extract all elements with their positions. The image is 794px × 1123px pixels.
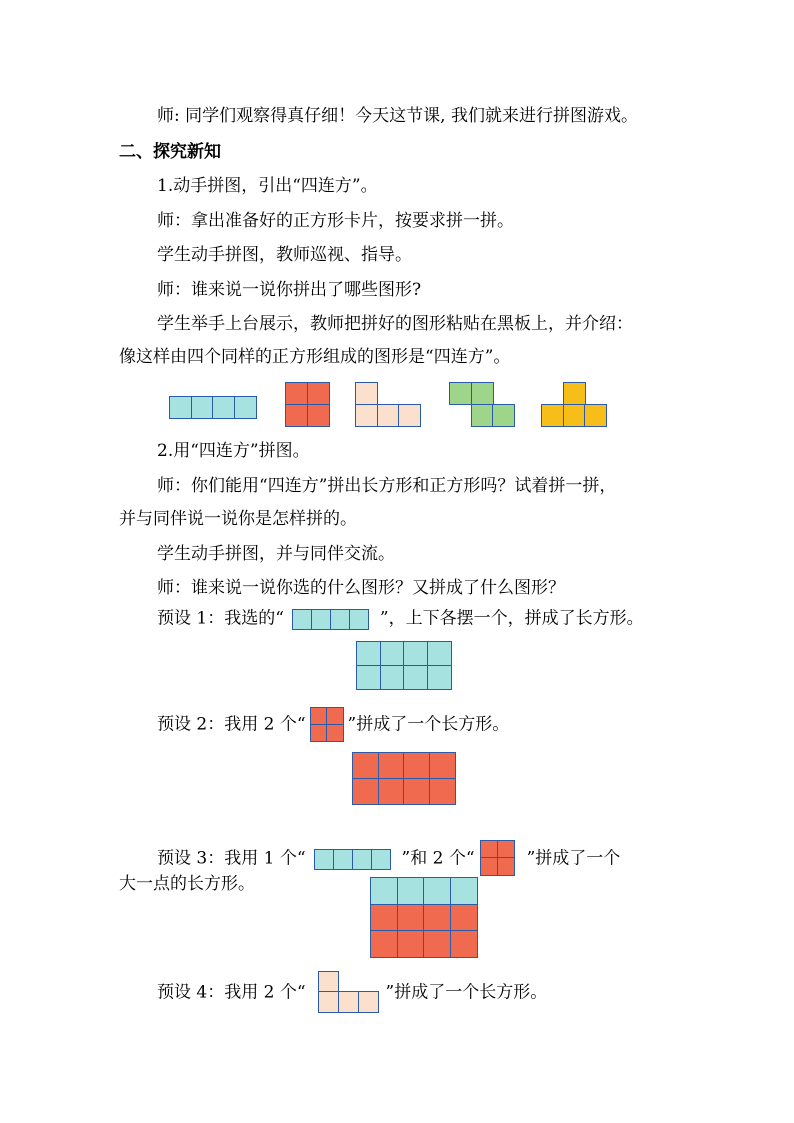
grid-cell xyxy=(423,877,451,905)
paragraph-display-2: 像这样由四个同样的正方形组成的图形是“四连方”。 xyxy=(119,347,511,367)
case-2-line xyxy=(157,708,509,742)
case-3-text-mid: ”和 2 个“ xyxy=(401,848,475,869)
grid-cell xyxy=(356,641,381,666)
grid-cell xyxy=(234,396,257,419)
grid-cell xyxy=(330,609,351,630)
grid-cell xyxy=(311,609,332,630)
grid-cell xyxy=(584,404,607,427)
paragraph-teacher-4: 师：谁来说一说你选的什么图形？又拼成了什么图形？ xyxy=(157,578,565,598)
case-3-text-before: 预设 3：我用 1 个“ xyxy=(157,848,306,869)
grid-cell xyxy=(310,724,328,742)
paragraph-display-1: 学生举手上台展示，教师把拼好的图形粘贴在黑板上，并介绍： xyxy=(157,314,633,334)
grid-cell xyxy=(358,991,380,1013)
grid-cell xyxy=(427,665,452,690)
grid-cell xyxy=(285,382,308,405)
tetromino-o-red xyxy=(285,382,330,427)
grid-cell xyxy=(352,752,379,779)
case-1-line xyxy=(157,608,644,630)
grid-cell xyxy=(349,609,370,630)
case-3-line xyxy=(157,841,620,877)
grid-cell xyxy=(397,930,425,958)
grid-cell xyxy=(378,778,405,805)
tetromino-s-green xyxy=(449,382,515,427)
paragraph-teacher-2: 师：谁来说一说你拼出了哪些图形? xyxy=(157,280,422,300)
grid-cell xyxy=(377,404,400,427)
tetromino-l-peach xyxy=(355,382,421,427)
grid-cell xyxy=(450,904,478,932)
grid-cell xyxy=(380,641,405,666)
grid-cell xyxy=(318,991,340,1013)
grid-cell xyxy=(450,877,478,905)
grid-cell xyxy=(480,840,499,859)
grid-cell xyxy=(471,404,494,427)
paragraph-student-1: 学生动手拼图，教师巡视、指导。 xyxy=(157,245,412,265)
grid-cell xyxy=(338,991,360,1013)
grid-cell xyxy=(370,877,398,905)
case-2-text-before: 预设 2：我用 2 个“ xyxy=(157,714,306,735)
grid-cell xyxy=(541,404,564,427)
grid-cell xyxy=(378,752,405,779)
grid-cell xyxy=(169,396,192,419)
grid-cell xyxy=(449,382,472,405)
grid-cell xyxy=(326,707,344,725)
grid-cell xyxy=(326,724,344,742)
section-heading: 二、探究新知 xyxy=(119,142,221,162)
grid-cell xyxy=(397,904,425,932)
case-4-line xyxy=(157,972,547,1014)
case-3-inline-i-piece xyxy=(314,849,392,870)
paragraph-step-1: 1.动手拼图，引出“四连方”。 xyxy=(157,176,378,196)
grid-cell xyxy=(429,752,456,779)
grid-cell xyxy=(497,857,516,876)
paragraph-teacher-1: 师：拿出准备好的正方形卡片，按要求拼一拼。 xyxy=(157,211,514,231)
case-3-result-bottom-rows xyxy=(370,904,478,959)
grid-cell xyxy=(370,930,398,958)
grid-cell xyxy=(380,665,405,690)
grid-cell xyxy=(355,404,378,427)
grid-cell xyxy=(423,904,451,932)
grid-cell xyxy=(191,396,214,419)
grid-cell xyxy=(403,778,430,805)
grid-cell xyxy=(423,930,451,958)
grid-cell xyxy=(307,382,330,405)
case-4-text-after: ”拼成了一个长方形。 xyxy=(385,982,548,1003)
grid-cell xyxy=(403,665,428,690)
case-4-text-before: 预设 4：我用 2 个“ xyxy=(157,982,306,1003)
paragraph-step-2: 2.用“四连方”拼图。 xyxy=(157,441,310,461)
case-1-text-after: ”，上下各摆一个，拼成了长方形。 xyxy=(379,608,644,629)
paragraph-teacher-3a: 师：你们能用“四连方”拼出长方形和正方形吗？试着拼一拼， xyxy=(157,476,617,496)
grid-cell xyxy=(355,382,378,405)
tetromino-i-cyan xyxy=(169,396,257,419)
grid-cell xyxy=(403,752,430,779)
case-3-text-after: ”拼成了一个 xyxy=(526,848,621,869)
paragraph-intro: 师: 同学们观察得真仔细！今天这节课, 我们就来进行拼图游戏。 xyxy=(157,106,638,126)
case-2-inline-o-piece xyxy=(310,707,345,742)
tetromino-t-yellow xyxy=(541,382,607,427)
grid-cell xyxy=(450,930,478,958)
case-3-inline-o-piece xyxy=(480,840,516,876)
paragraph-teacher-3b: 并与同伴说一说你是怎样拼的。 xyxy=(119,509,357,529)
grid-cell xyxy=(307,404,330,427)
grid-cell xyxy=(492,404,515,427)
grid-cell xyxy=(285,404,308,427)
case-2-text-after: ”拼成了一个长方形。 xyxy=(347,714,510,735)
grid-cell xyxy=(398,404,421,427)
grid-cell xyxy=(352,778,379,805)
grid-cell xyxy=(292,609,313,630)
paragraph-student-2: 学生动手拼图，并与同伴交流。 xyxy=(157,544,395,564)
grid-cell xyxy=(497,840,516,859)
grid-cell xyxy=(310,707,328,725)
grid-cell xyxy=(480,857,499,876)
case-3-continuation: 大一点的长方形。 xyxy=(119,874,255,894)
grid-cell xyxy=(429,778,456,805)
case-2-result-rectangle xyxy=(352,752,456,805)
case-1-inline-i-piece xyxy=(292,609,370,630)
case-1-result-rectangle xyxy=(356,641,452,690)
case-4-inline-l-piece xyxy=(318,971,380,1013)
grid-cell xyxy=(563,382,586,405)
grid-cell xyxy=(403,641,428,666)
grid-cell xyxy=(314,849,335,870)
grid-cell xyxy=(563,404,586,427)
grid-cell xyxy=(397,877,425,905)
case-3-result-top-row xyxy=(370,877,478,905)
grid-cell xyxy=(333,849,354,870)
grid-cell xyxy=(352,849,373,870)
grid-cell xyxy=(371,849,392,870)
case-1-text-before: 预设 1：我选的“ xyxy=(157,608,284,629)
grid-cell xyxy=(318,971,340,993)
grid-cell xyxy=(212,396,235,419)
grid-cell xyxy=(356,665,381,690)
grid-cell xyxy=(427,641,452,666)
grid-cell xyxy=(370,904,398,932)
grid-cell xyxy=(471,382,494,405)
